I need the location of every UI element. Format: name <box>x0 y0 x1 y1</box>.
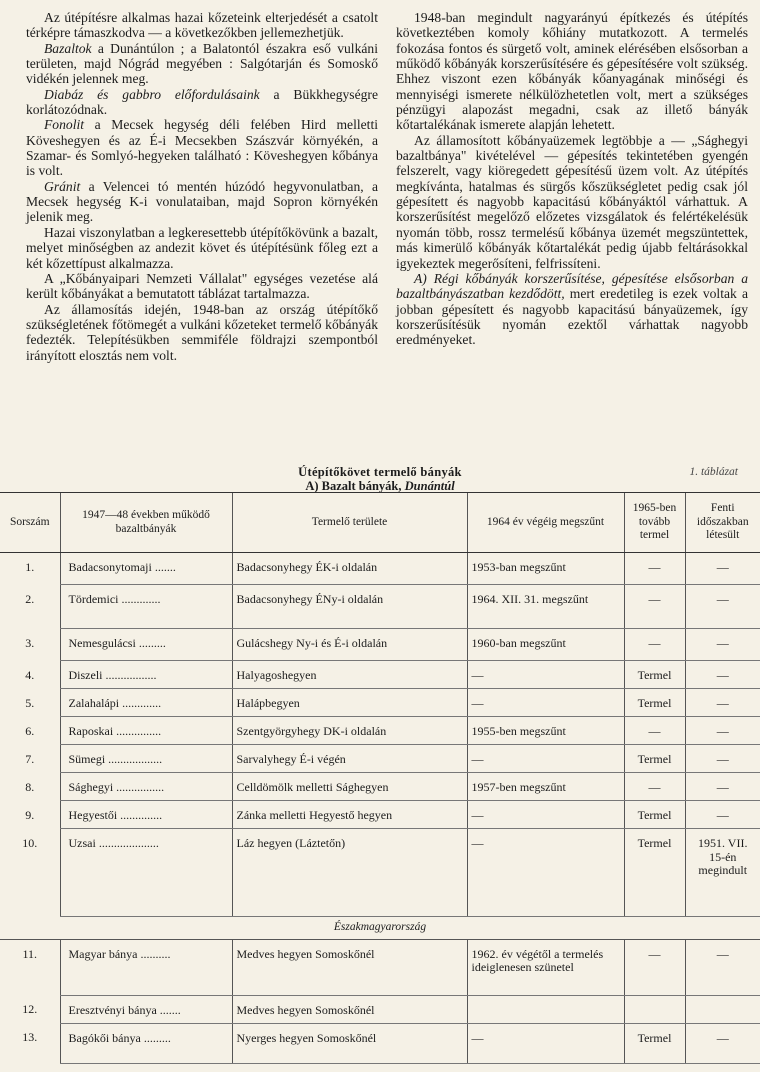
closure-status: 1955-ben megszűnt <box>467 717 624 745</box>
production-area: Zánka melletti Hegyestő hegyen <box>232 801 467 829</box>
paragraph <box>26 41 378 87</box>
quarry-name: Nemesgulácsi ......... <box>60 629 232 661</box>
continues-status: Termel <box>624 801 685 829</box>
table-row <box>0 1023 760 1063</box>
header-cell: Termelő területe <box>232 493 467 553</box>
table-row <box>0 829 760 917</box>
row-number: 3. <box>25 635 35 650</box>
established-status: — <box>685 661 760 689</box>
production-area: Badacsonyhegy ÉK-i oldalán <box>232 553 467 585</box>
paragraph-text: mert eredetileg is ezek voltak a jobban gépesített és nagyobb kapacitású bányaüzemek, így korszerűsítésük nyomán ezektől várhattak nagyobb eredményeket. <box>396 286 748 348</box>
row-number: 1. <box>25 560 35 574</box>
closure-status: — <box>467 829 624 917</box>
table-row <box>0 745 760 773</box>
quarry-name: Uzsai .................... <box>60 829 232 917</box>
quarry-name: Magyar bánya .......... <box>60 939 232 995</box>
header-cell: Fenti időszakban létesült <box>685 493 760 553</box>
header-cell: Sorszám <box>0 493 60 553</box>
paragraph: 1948-ban megindult nagyarányú építkezés és útépítés következtében komoly kőhiány mutatkozott. A termelés fokozása fontos és sürgető volt, aminek elérésében elsősorban a működő kőbányák korszerűsítésére és gépesítésére volt szükség. Ehhez viszont ezen kőbányák kőanyagának minőségi és mennyiségi ismerete nélkülözhetetlen volt, mert a szükséges pénzügyi alapozást megadni, csak az illető bányák kőtartalékának ismerete alapján lehetett. <box>396 10 748 133</box>
closure-status: 1957-ben megszűnt <box>467 773 624 801</box>
lead-term: A) Régi kőbányák korszerűsítése, gépesítése elsősorban a bazaltbányászatban kezdődött, <box>396 270 748 302</box>
table-subtitle <box>0 479 760 493</box>
quarry-name: Sághegyi ................ <box>60 773 232 801</box>
paragraph-text: a Mecsek hegység déli felében Hird melletti Köveshegyen és az É-i Mecsekben Szászvár környékén, a Szamar- és Somlyó-hegyeken található : Köveshegyen kőbánya is volt. <box>26 117 378 179</box>
row-number: 7. <box>25 751 35 766</box>
established-status: — <box>685 745 760 773</box>
closure-status: — <box>467 661 624 689</box>
closure-status: 1953-ban megszűnt <box>467 553 624 585</box>
header-cell: 1964 év végéig megszűnt <box>467 493 624 553</box>
paragraph: Az útépítésre alkalmas hazai kőzeteink elterjedését a csatolt térképre támaszkodva — a következőkben jellemezhetjük. <box>26 10 378 41</box>
quarry-name: Zalahalápi ............. <box>60 689 232 717</box>
paragraph: Az államosított kőbányaüzemek legtöbbje a — „Sághegyi bazaltbánya" kivételével — gépesítés tekintetében gyengén felszerelt, vagy kiöregedett gépesítésű üzem volt. Az útépítés megkívánta, hatalmas és sürgős kőszükségletet pedig csak jól gépesített és nagyobb kapacitású kőbányáktól várhattuk. A korszerűsítést megelőző előzetes vizsgálatok és felértékelésük nyomán több, rossz termelésű kőbánya üzemét megszüntettek, más kimerülő kőbányák kőtartalékát pedig újabb feltárásokkal igyekeztek megerősíteni, felfrissíteni. <box>396 132 748 271</box>
production-area: Szentgyörgyhegy DK-i oldalán <box>232 717 467 745</box>
continues-status: Termel <box>624 745 685 773</box>
paragraph <box>396 271 748 348</box>
production-area: Halyagoshegyen <box>232 661 467 689</box>
row-number: 13. <box>22 1030 38 1044</box>
closure-status: 1964. XII. 31. megszűnt <box>467 585 624 629</box>
continues-status: Termel <box>624 689 685 717</box>
row-number: 8. <box>25 779 35 794</box>
established-status <box>685 995 760 1023</box>
production-area: Badacsonyhegy ÉNy-i oldalán <box>232 585 467 629</box>
section-row <box>0 917 760 940</box>
established-status: — <box>685 553 760 585</box>
production-area: Gulácshegy Ny-i és É-i oldalán <box>232 629 467 661</box>
continues-status: — <box>624 939 685 995</box>
paragraph-text: a Dunántúlon ; a Balatontól északra eső vulkáni területen, majd Nógrád megyében : Salgótarján és Somoskő vidékén jelennek meg. <box>26 40 378 87</box>
lead-term: Diabáz és gabbro előfordulásaink <box>44 86 260 102</box>
body-text <box>26 10 748 475</box>
quarries-table <box>0 492 760 1064</box>
production-area: Celldömölk melletti Sághegyen <box>232 773 467 801</box>
paragraph-text: a Bükkhegységre korlátozódnak. <box>26 86 378 118</box>
row-number: 11. <box>22 946 38 961</box>
quarry-name: Bagókői bánya ......... <box>60 1023 232 1063</box>
table-number: 1. táblázat <box>689 466 738 478</box>
subtitle-italic: Dunántúl <box>404 479 455 493</box>
header-cell: 1965-ben tovább termel <box>624 493 685 553</box>
row-number: 9. <box>25 807 35 822</box>
closure-status <box>467 995 624 1023</box>
continues-status <box>624 995 685 1023</box>
established-status: — <box>685 689 760 717</box>
continues-status: — <box>624 773 685 801</box>
closure-status: — <box>467 1023 624 1063</box>
continues-status: — <box>624 585 685 629</box>
quarry-name: Sümegi .................. <box>60 745 232 773</box>
continues-status: Termel <box>624 829 685 917</box>
lead-term: Fonolit <box>44 117 85 133</box>
closure-status: 1962. év végétől a termelés ideiglenesen szünetel <box>467 939 624 995</box>
row-number: 2. <box>25 591 35 606</box>
lead-term: Gránit <box>44 178 81 194</box>
paragraph: A „Kőbányaipari Nemzeti Vállalat" egységes vezetése alá került kőbányákat a bemutatott táblázat tartalmazza. <box>26 270 378 302</box>
continues-status: — <box>624 717 685 745</box>
table-row <box>0 585 760 629</box>
quarry-name: Eresztvényi bánya ....... <box>60 995 232 1023</box>
row-number: 5. <box>25 695 35 710</box>
continues-status: — <box>624 629 685 661</box>
paragraph-text: a Velencei tó mentén húzódó hegyvonulatban, a Mecsek hegység K-i vonulataiban, majd Sopron környékén jelenik meg. <box>26 178 378 225</box>
production-area: Sarvalyhegy É-i végén <box>232 745 467 773</box>
row-number: 4. <box>25 667 35 682</box>
closure-status: — <box>467 745 624 773</box>
paragraph: Az államosítás idején, 1948-ban az ország útépítőkő szükségletének főtömegét a vulkáni kőzeteket termelő kőbányák fedezték. Telepítésükben semmiféle földrajzi szempontból irányított elosztás nem volt. <box>26 301 378 363</box>
table-row <box>0 629 760 661</box>
paragraph <box>26 87 378 118</box>
lead-term: Bazaltok <box>44 40 92 56</box>
quarry-name: Diszeli ................. <box>60 661 232 689</box>
table-header-row <box>0 493 760 553</box>
continues-status: — <box>624 553 685 585</box>
established-status: — <box>685 939 760 995</box>
paragraph: Hazai viszonylatban a legkeresettebb útépítőkövünk a bazalt, melyet minőségben az andezit követ és útépítésünk főleg ezt a két kőzettípust alkalmazza. <box>26 224 378 271</box>
established-status: — <box>685 585 760 629</box>
quarry-name: Tördemici ............. <box>60 585 232 629</box>
established-status: — <box>685 773 760 801</box>
table-row <box>0 995 760 1023</box>
quarry-name: Hegyestői .............. <box>60 801 232 829</box>
quarry-name: Raposkai ............... <box>60 717 232 745</box>
production-area: Nyerges hegyen Somoskőnél <box>232 1023 467 1063</box>
table-row <box>0 553 760 585</box>
closure-status: — <box>467 689 624 717</box>
closure-status: 1960-ban megszűnt <box>467 629 624 661</box>
paragraph <box>26 117 378 178</box>
established-status: — <box>685 629 760 661</box>
production-area: Medves hegyen Somoskőnél <box>232 939 467 995</box>
established-status: — <box>685 801 760 829</box>
table-row <box>0 939 760 995</box>
left-column <box>26 10 378 475</box>
table-row <box>0 773 760 801</box>
table-caption <box>0 465 760 493</box>
right-column <box>396 10 748 475</box>
section-label: Északmagyarország <box>0 917 760 940</box>
row-number: 12. <box>22 1002 38 1016</box>
closure-status: — <box>467 801 624 829</box>
continues-status: Termel <box>624 1023 685 1063</box>
table-row <box>0 661 760 689</box>
established-status: — <box>685 1023 760 1063</box>
production-area: Láz hegyen (Láztetőn) <box>232 829 467 917</box>
production-area: Medves hegyen Somoskőnél <box>232 995 467 1023</box>
table-row <box>0 717 760 745</box>
row-number: 10. <box>22 835 38 850</box>
table-title: Útépítőkövet termelő bányák <box>298 465 462 479</box>
header-cell: 1947—48 években működő bazaltbányák <box>60 493 232 553</box>
subtitle-bold: A) Bazalt bányák, <box>305 479 402 493</box>
continues-status: Termel <box>624 661 685 689</box>
production-area: Halápbegyen <box>232 689 467 717</box>
established-status: 1951. VII. 15-én megindult <box>685 829 760 917</box>
quarry-name: Badacsonytomaji ....... <box>60 553 232 585</box>
row-number: 6. <box>25 723 35 738</box>
table-row <box>0 689 760 717</box>
paragraph <box>26 179 378 225</box>
table-row <box>0 801 760 829</box>
established-status: — <box>685 717 760 745</box>
